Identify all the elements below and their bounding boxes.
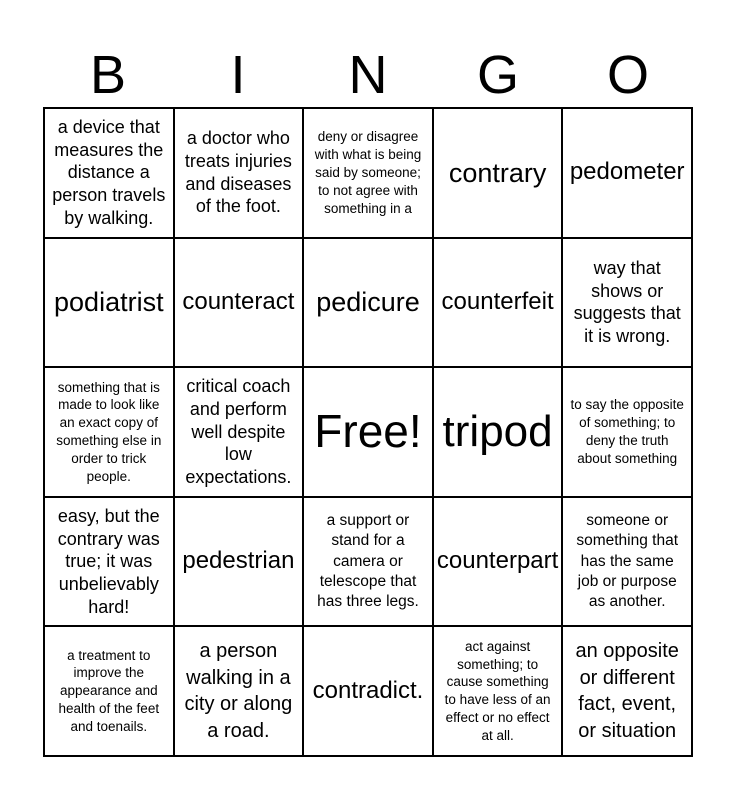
bingo-cell[interactable]: deny or disagree with what is being said by someone; to not agree with something in a — [303, 108, 433, 238]
bingo-cell[interactable]: contradict. — [303, 626, 433, 756]
bingo-cell[interactable]: critical coach and perform well despite low expectations. — [174, 367, 304, 497]
header-letter-n: N — [348, 45, 388, 105]
header-letter-g: G — [476, 45, 519, 105]
bingo-cell[interactable]: a support or stand for a camera or telescope that has three legs. — [303, 497, 433, 627]
free-space-cell[interactable]: Free! — [303, 367, 433, 497]
bingo-header — [43, 42, 693, 108]
bingo-cell[interactable]: tripod — [433, 367, 563, 497]
bingo-cell[interactable]: contrary — [433, 108, 563, 238]
bingo-cell[interactable]: easy, but the contrary was true; it was unbelievably hard! — [44, 497, 174, 627]
bingo-cell[interactable]: counterpart — [433, 497, 563, 627]
bingo-cell[interactable]: a device that measures the distance a person travels by walking. — [44, 108, 174, 238]
bingo-cell[interactable]: a person walking in a city or along a road. — [174, 626, 304, 756]
header-letter-i: I — [230, 45, 246, 105]
bingo-cell[interactable]: an opposite or different fact, event, or situation — [562, 626, 692, 756]
bingo-cell[interactable]: someone or something that has the same job or purpose as another. — [562, 497, 692, 627]
bingo-cell[interactable]: something that is made to look like an exact copy of something else in order to trick people. — [44, 367, 174, 497]
header-letter-o: O — [606, 45, 649, 105]
bingo-cell[interactable]: counterfeit — [433, 238, 563, 368]
bingo-cell[interactable]: a treatment to improve the appearance and health of the feet and toenails. — [44, 626, 174, 756]
header-letter-b: B — [89, 45, 127, 105]
bingo-cell[interactable]: a doctor who treats injuries and diseases of the foot. — [174, 108, 304, 238]
bingo-cell[interactable]: pedestrian — [174, 497, 304, 627]
bingo-cell[interactable]: pedometer — [562, 108, 692, 238]
bingo-board — [43, 107, 693, 757]
bingo-cell[interactable]: to say the opposite of something; to deny the truth about something — [562, 367, 692, 497]
bingo-cell[interactable]: pedicure — [303, 238, 433, 368]
bingo-cell[interactable]: act against something; to cause something to have less of an effect or no effect at all. — [433, 626, 563, 756]
bingo-cell[interactable]: way that shows or suggests that it is wrong. — [562, 238, 692, 368]
bingo-cell[interactable]: counteract — [174, 238, 304, 368]
bingo-cell[interactable]: podiatrist — [44, 238, 174, 368]
